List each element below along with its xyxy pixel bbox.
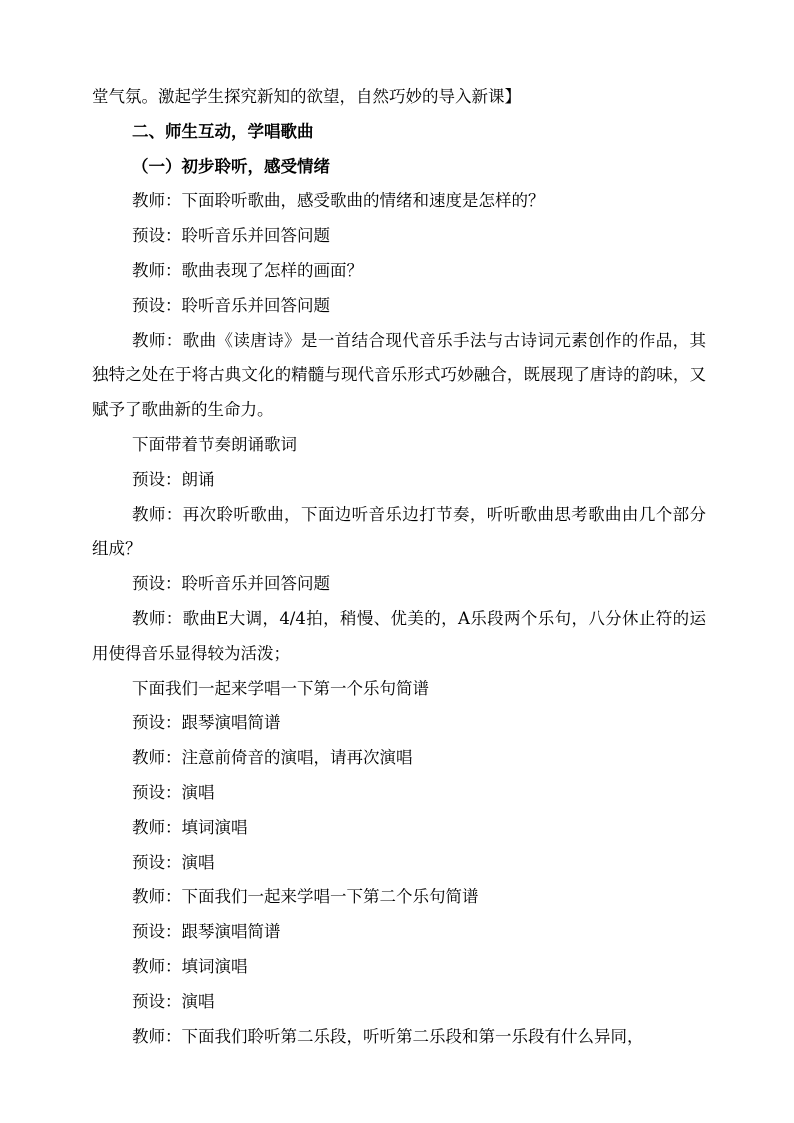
paragraph: 教师：填词演唱 bbox=[132, 817, 248, 837]
paragraph: 预设：聆听音乐并回答问题 bbox=[132, 574, 330, 594]
paragraph: 教师：注意前倚音的演唱，请再次演唱 bbox=[132, 748, 413, 768]
paragraph: 教师：填词演唱 bbox=[132, 956, 248, 976]
paragraph: 教师：下面我们一起来学唱一下第二个乐句简谱 bbox=[132, 887, 479, 907]
paragraph: 预设：演唱 bbox=[132, 991, 215, 1011]
subsection-heading: （一）初步聆听，感受情绪 bbox=[132, 156, 330, 176]
paragraph: 教师：歌曲表现了怎样的画面？ bbox=[132, 260, 363, 280]
paragraph: 预设：聆听音乐并回答问题 bbox=[132, 226, 330, 246]
paragraph: 下面我们一起来学唱一下第一个乐句简谱 bbox=[132, 678, 429, 698]
paragraph: 教师：下面聆听歌曲，感受歌曲的情绪和速度是怎样的？ bbox=[132, 191, 545, 211]
paragraph: 教师：歌曲E大调，4/4拍，稍慢、优美的，A乐段两个乐句，八分休止符的运用使得音乐显得较为活泼； bbox=[92, 608, 706, 663]
paragraph: 预设：跟琴演唱简谱 bbox=[132, 922, 281, 942]
paragraph: 预设：跟琴演唱简谱 bbox=[132, 713, 281, 733]
section-heading: 二、师生互动，学唱歌曲 bbox=[132, 121, 314, 141]
paragraph: 预设：聆听音乐并回答问题 bbox=[132, 295, 330, 315]
paragraph: 教师：歌曲《读唐诗》是一首结合现代音乐手法与古诗词元素创作的作品，其独特之处在于将古典文化的精髓与现代音乐形式巧妙融合，既展现了唐诗的韵味，又赋予了歌曲新的生命力。 bbox=[92, 330, 706, 420]
paragraph: 预设：演唱 bbox=[132, 852, 215, 872]
paragraph: 预设：朗诵 bbox=[132, 469, 215, 489]
paragraph: 预设：演唱 bbox=[132, 782, 215, 802]
paragraph: 教师：再次聆听歌曲，下面边听音乐边打节奏，听听歌曲思考歌曲由几个部分组成？ bbox=[92, 504, 706, 559]
paragraph-continuation: 堂气氛。激起学生探究新知的欲望，自然巧妙的导入新课】 bbox=[92, 87, 521, 106]
paragraph: 下面带着节奏朗诵歌词 bbox=[132, 434, 297, 454]
paragraph: 教师：下面我们聆听第二乐段，听听第二乐段和第一乐段有什么异同， bbox=[132, 1026, 644, 1046]
document-body bbox=[92, 80, 706, 1054]
